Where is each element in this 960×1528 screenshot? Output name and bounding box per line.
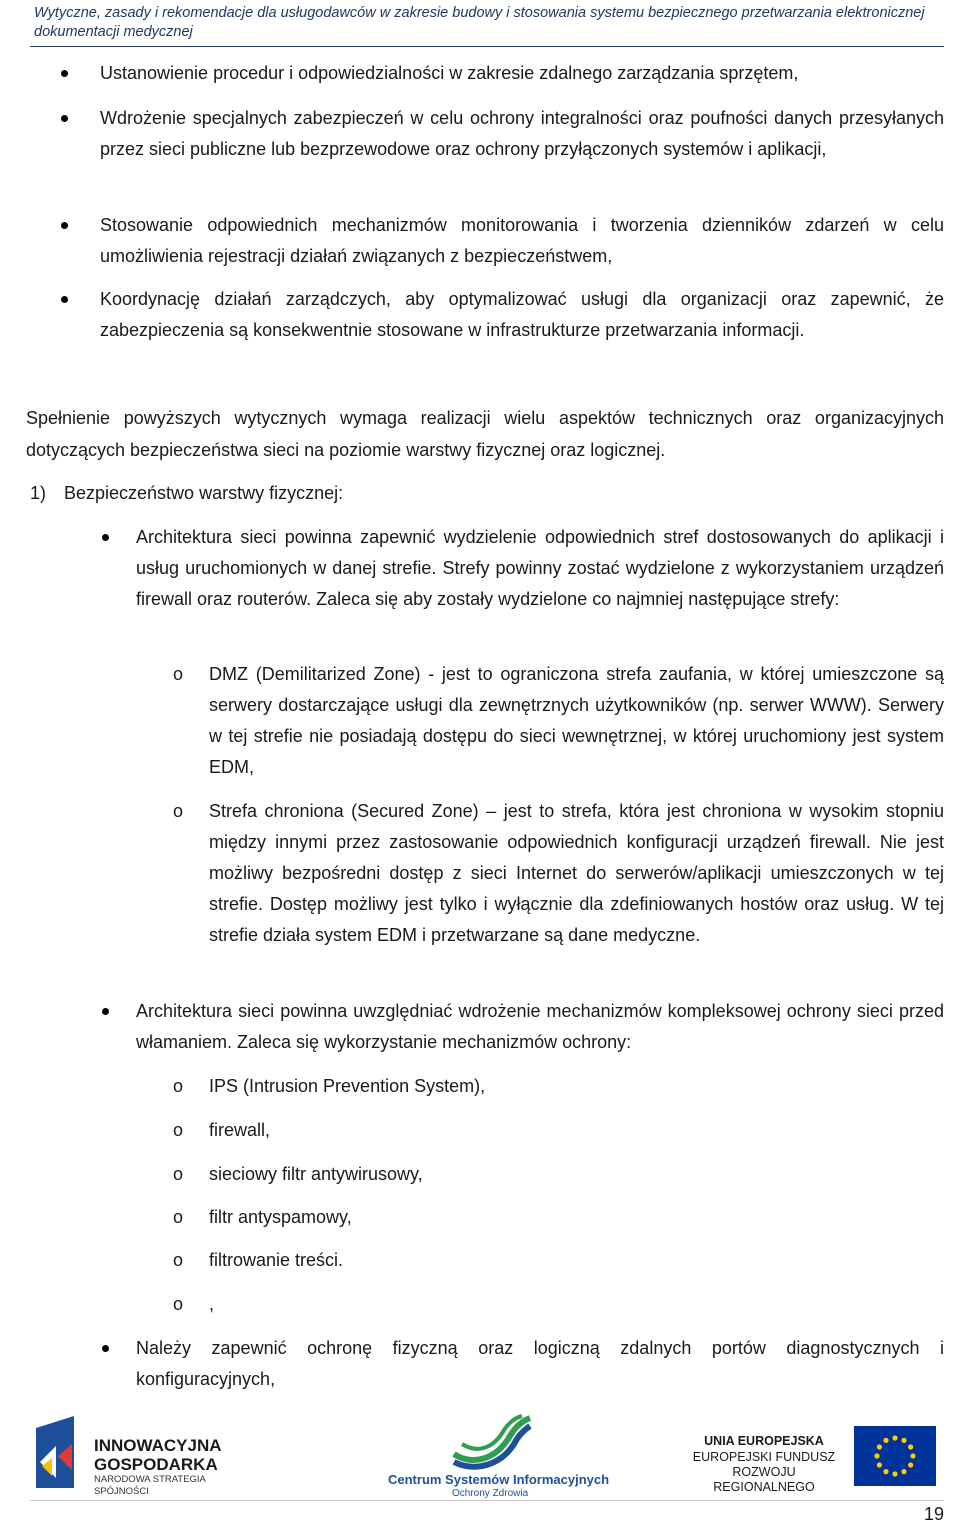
sub-list-text: DMZ (Demilitarized Zone) - jest to ograniczona strefa zaufania, w której umieszczone są serwery dostarczające usługi dla zewnętrznych użytkowników (np. serwer WWW). Serwery w tej strefie nie posiadają dostępu do sieci wewnętrznej, w której uruchomiony jest system EDM,	[209, 664, 944, 777]
bullet-dot	[61, 222, 68, 229]
bullet-text: Ustanowienie procedur i odpowiedzialności w zakresie zdalnego zarządzania sprzętem,	[100, 63, 799, 83]
bullet-item	[100, 58, 944, 89]
bullet-text: Architektura sieci powinna uwzględniać wdrożenie mechanizmów kompleksowej ochrony sieci przed włamaniem. Zaleca się wykorzystanie mechanizmów ochrony:	[136, 1001, 944, 1052]
bullet-text: Wdrożenie specjalnych zabezpieczeń w celu ochrony integralności oraz poufności danych przesyłanych przez sieci publiczne lub bezprzewodowe oraz ochrony przyłączonych systemów i aplikacji,	[100, 108, 944, 159]
sub-list-text: Strefa chroniona (Secured Zone) – jest to strefa, która jest chroniona w wysokim stopniu między innymi przez zastosowanie odpowiednich konfiguracji urządzeń firewall. Nie jest możliwy bezpośredni dostęp z sieci Internet do serwerów/aplikacji umieszczonych w tej strefie. Dostęp możliwy jest tylko i wyłącznie dla zdefiniowanych hostów oraz usług. W tej strefie działa system EDM i przetwarzane są dane medyczne.	[209, 801, 944, 945]
section-heading	[30, 478, 344, 509]
sub-list-item	[173, 1115, 944, 1146]
logo-left-line2: GOSPODARKA	[94, 1455, 218, 1474]
intro-paragraph: Spełnienie powyższych wytycznych wymaga realizacji wielu aspektów technicznych oraz organizacyjnych dotyczących bezpieczeństwa sieci na poziomie warstwy fizycznej oraz logicznej.	[26, 408, 944, 460]
bullet-item	[100, 284, 944, 346]
sub-list-item	[173, 1202, 944, 1233]
sub-list-text: firewall,	[209, 1120, 271, 1140]
sub-list-item	[173, 1245, 944, 1276]
sub-list-item	[173, 1071, 944, 1102]
sub-list-item	[173, 1289, 944, 1320]
innowacyjna-gospodarka-logo	[36, 1416, 256, 1497]
sub-list-text: sieciowy filtr antywirusowy,	[209, 1164, 423, 1184]
bullet-text: Stosowanie odpowiednich mechanizmów monitorowania i tworzenia dzienników zdarzeń w celu umożliwienia rejestracji działań związanych z bezpieczeństwem,	[100, 215, 944, 266]
csioz-logo	[382, 1414, 610, 1500]
innowacyjna-gospodarka-emblem-icon	[36, 1416, 96, 1488]
bullet-dot	[102, 534, 109, 541]
bullet-item	[136, 522, 944, 615]
bullet-dot	[102, 1345, 109, 1352]
logo-center-line1: Centrum Systemów Informacyjnych	[388, 1472, 610, 1487]
sub-list-text: filtr antyspamowy,	[209, 1207, 352, 1227]
sub-list-text: ,	[209, 1294, 215, 1314]
bullet-dot	[102, 1008, 109, 1015]
logo-right-line3: ROZWOJU REGIONALNEGO	[713, 1465, 815, 1494]
page-number: 19	[923, 1504, 944, 1524]
sub-bullet-marker: o	[173, 1294, 184, 1314]
sub-bullet-marker: o	[173, 1250, 184, 1270]
sub-bullet-marker: o	[173, 1164, 184, 1184]
section-number: 1)	[30, 483, 47, 503]
header-divider	[30, 46, 944, 47]
logo-left-line1: INNOWACYJNA	[94, 1436, 222, 1455]
sub-bullet-marker: o	[173, 1120, 184, 1140]
bullet-dot	[61, 115, 68, 122]
sub-list-item	[173, 1159, 944, 1190]
bullet-text: Architektura sieci powinna zapewnić wydzielenie odpowiednich stref dostosowanych do aplikacji i usług uruchomionych w danej strefie. Strefy powinny zostać wydzielone z wykorzystaniem urządzeń firewall oraz routerów. Zaleca się aby zostały wydzielone co najmniej następujące strefy:	[136, 527, 944, 609]
bullet-dot	[61, 296, 68, 303]
eu-flag-icon	[854, 1426, 936, 1486]
document-header: Wytyczne, zasady i rekomendacje dla usługodawców w zakresie budowy i stosowania systemu bezpiecznego przetwarzania elektronicznej dokumentacji medycznej	[34, 5, 925, 40]
logo-left-line3: NARODOWA STRATEGIA SPÓJNOŚCI	[94, 1474, 206, 1497]
bullet-text: Koordynację działań zarządczych, aby optymalizować usługi dla organizacji oraz zapewnić, że zabezpieczenia są konsekwentnie stosowane w infrastrukturze przetwarzania informacji.	[100, 289, 944, 340]
logo-right-line1: UNIA EUROPEJSKA	[704, 1434, 824, 1448]
sub-bullet-marker: o	[173, 1076, 184, 1096]
bullet-item	[100, 103, 944, 165]
eu-logo	[684, 1426, 940, 1494]
logo-center-line2: Ochrony Zdrowia	[452, 1488, 529, 1499]
sub-bullet-marker: o	[173, 1207, 184, 1227]
bullet-item	[136, 1333, 944, 1395]
bullet-dot	[61, 70, 68, 77]
section-title: Bezpieczeństwo warstwy fizycznej:	[64, 483, 344, 503]
sub-bullet-marker: o	[173, 664, 184, 684]
bullet-item	[100, 210, 944, 272]
sub-list-item	[173, 659, 944, 783]
bullet-text: Należy zapewnić ochronę fizyczną oraz logiczną zdalnych portów diagnostycznych i konfiguracyjnych,	[136, 1338, 944, 1389]
footer-divider	[30, 1500, 944, 1501]
bullet-item	[136, 996, 944, 1058]
sub-bullet-marker: o	[173, 801, 184, 821]
sub-list-item	[173, 796, 944, 951]
csioz-wave-icon	[452, 1414, 532, 1472]
sub-list-text: filtrowanie treści.	[209, 1250, 344, 1270]
sub-list-text: IPS (Intrusion Prevention System),	[209, 1076, 486, 1096]
logo-right-line2: EUROPEJSKI FUNDUSZ	[692, 1450, 836, 1464]
